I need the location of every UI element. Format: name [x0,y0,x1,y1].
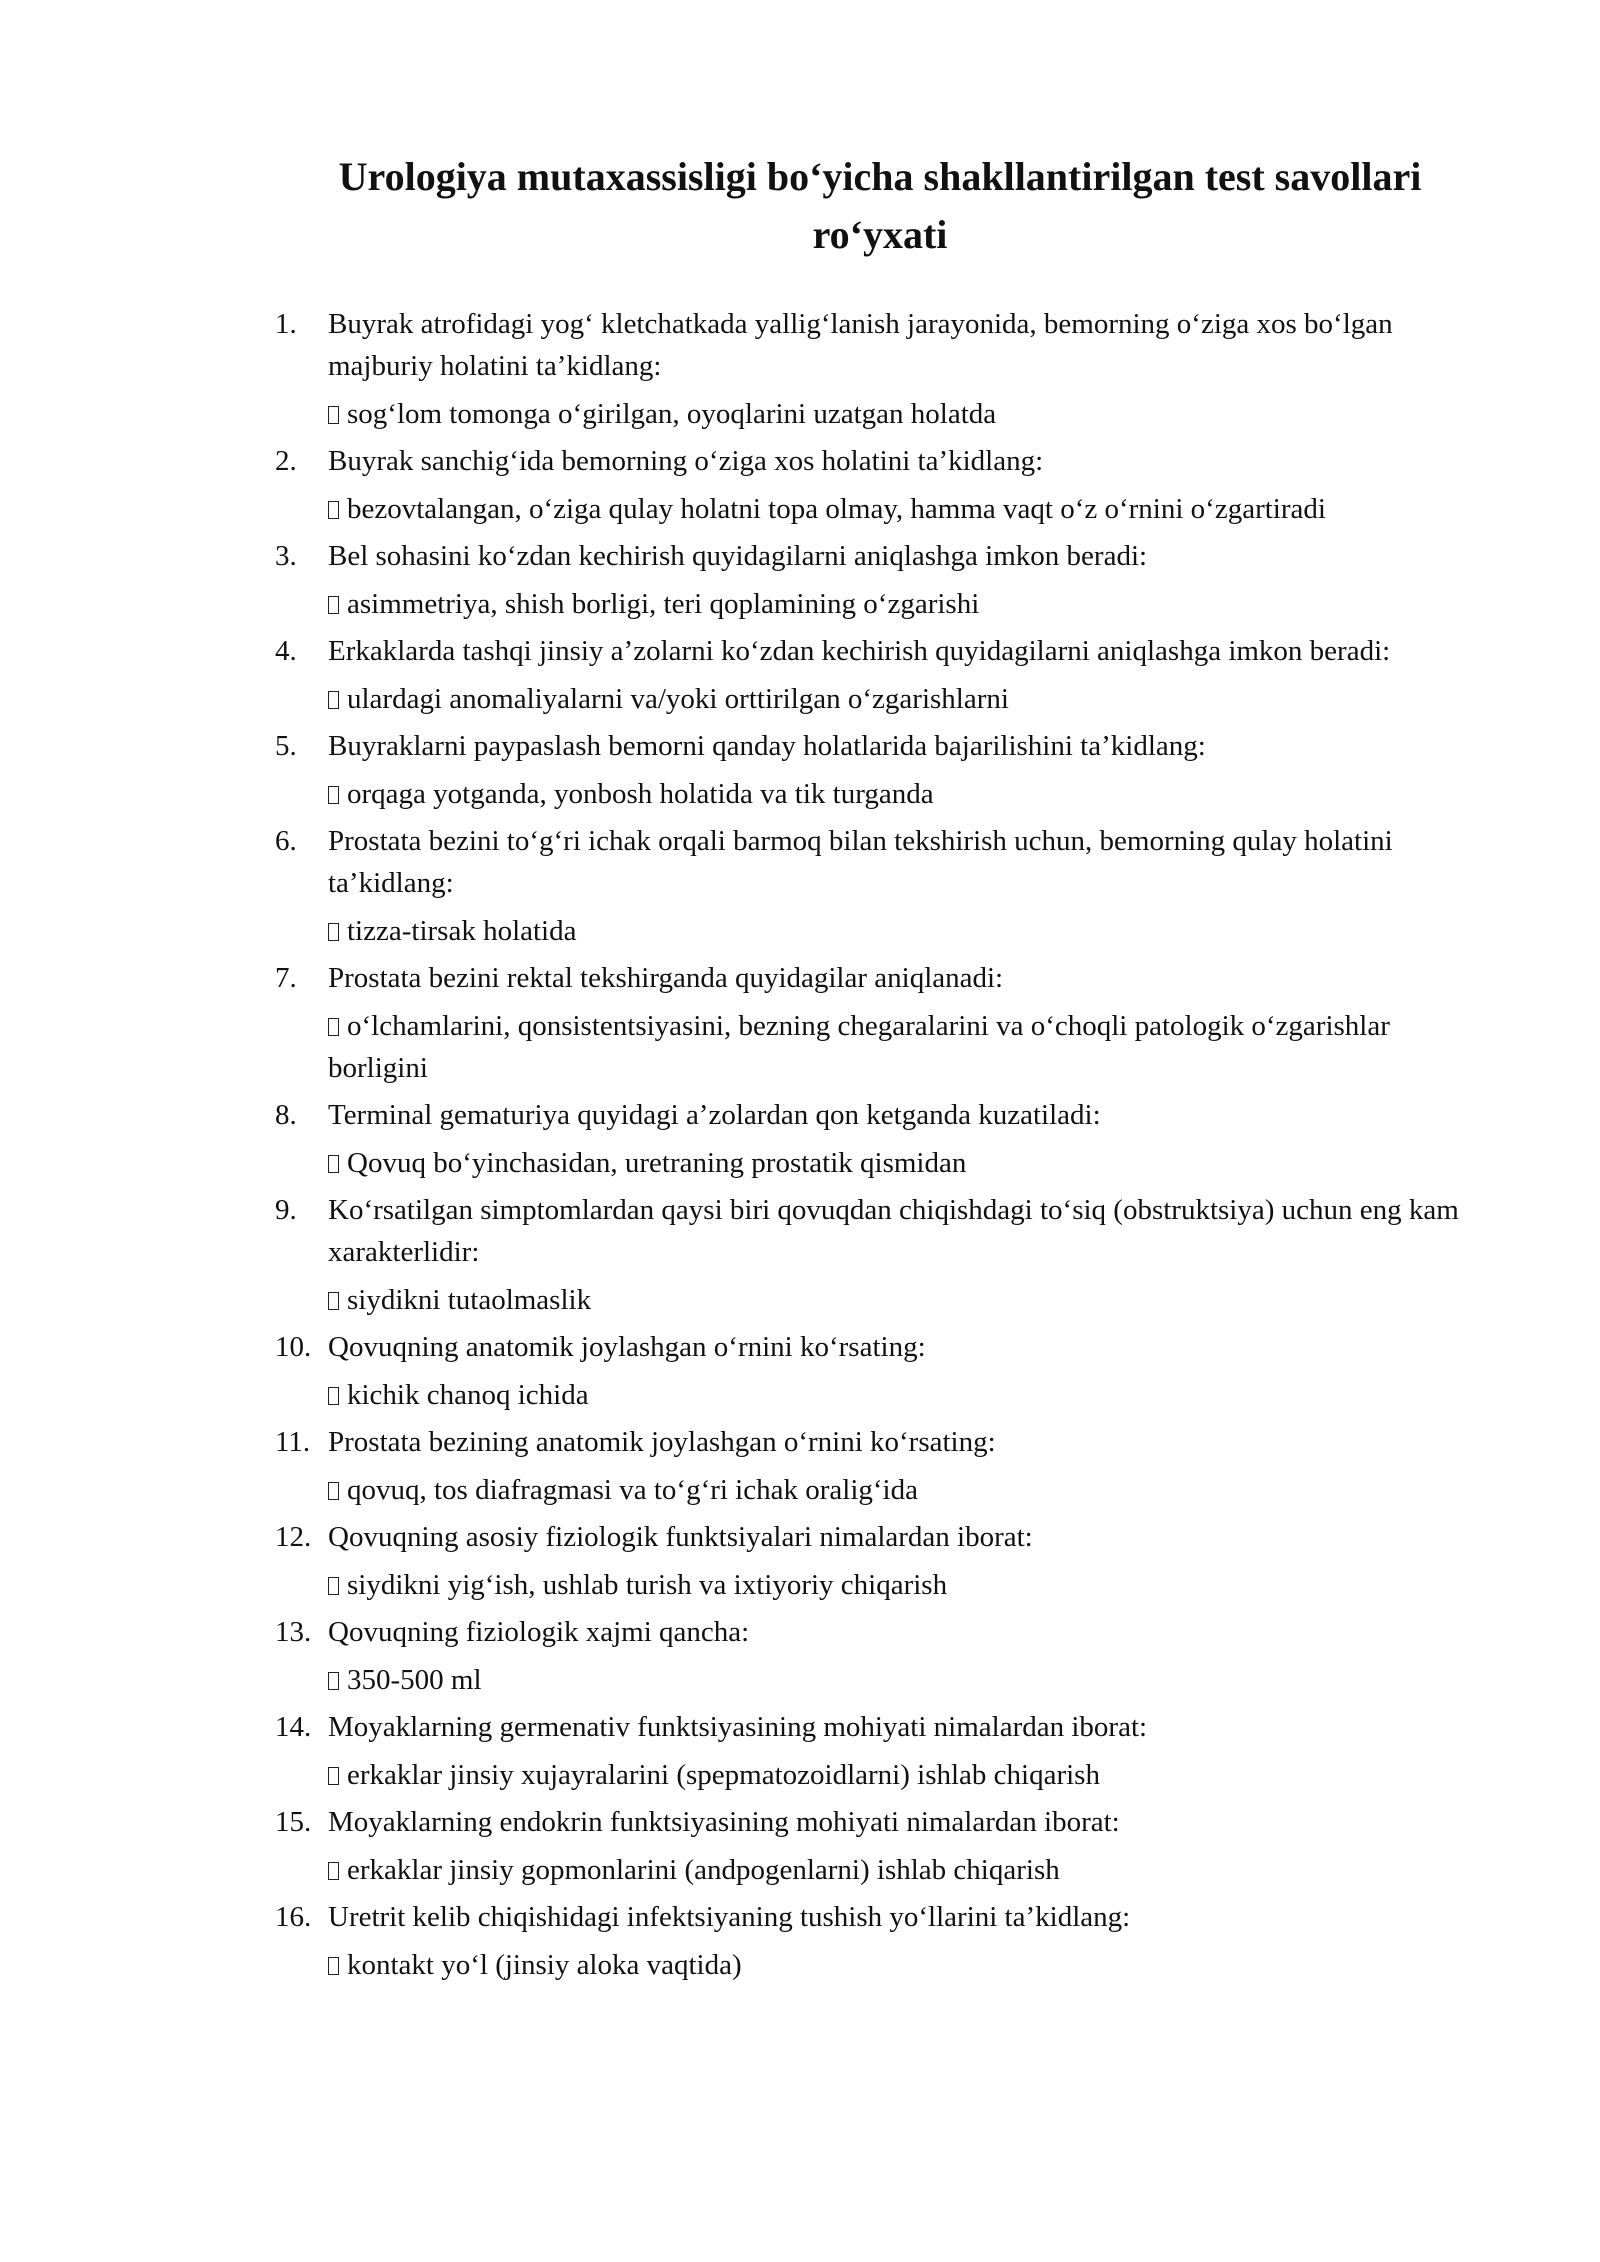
answer-text: Qovuq bo‘yinchasidan, uretraning prostatik qismidan [347,1147,967,1179]
missing-glyph-box-icon [328,923,339,941]
question-number: 5. [275,730,297,762]
question-number: 9. [275,1194,297,1226]
list-item [275,820,1485,952]
answer-line [328,1659,1485,1701]
answer-line [328,1754,1485,1796]
answer-line [328,1279,1485,1321]
missing-glyph-box-icon [328,596,339,614]
question-number: 13. [275,1616,312,1648]
question-text: Uretrit kelib chiqishidagi infektsiyaning tushish yo‘llarini ta’kidlang: [328,1901,1131,1933]
answer-text: kontakt yo‘l (jinsiy aloka vaqtida) [347,1949,742,1981]
answer-line [328,1849,1485,1891]
question-number: 10. [275,1331,312,1363]
answer-text: ulardagi anomaliyalarni va/yoki orttirilgan o‘zgarishlarni [347,683,1009,715]
question-text: Bel sohasini ko‘zdan kechirish quyidagilarni aniqlashga imkon beradi: [328,540,1148,572]
missing-glyph-box-icon [328,1292,339,1310]
missing-glyph-box-icon [328,1018,339,1036]
answer-text: erkaklar jinsiy gopmonlarini (andpogenlarni) ishlab chiqarish [347,1854,1060,1886]
question-number: 15. [275,1806,312,1838]
question-text: Buyrak sanchig‘ida bemorning o‘ziga xos holatini ta’kidlang: [328,445,1044,477]
answer-line [328,583,1485,625]
answer-text: orqaga yotganda, yonbosh holatida va tik turganda [347,778,934,810]
question-text: Prostata bezini rektal tekshirganda quyidagilar aniqlanadi: [328,962,1004,994]
list-item [275,1189,1485,1321]
list-item [275,957,1485,1089]
question-text: Terminal gematuriya quyidagi a’zolardan qon ketganda kuzatiladi: [328,1099,1101,1131]
list-item [275,1421,1485,1511]
list-item [275,535,1485,625]
answer-line [328,1005,1485,1089]
list-item [275,303,1485,435]
question-number: 3. [275,540,297,572]
question-number: 11. [275,1426,311,1458]
question-text: Ko‘rsatilgan simptomlardan qaysi biri qovuqdan chiqishdagi to‘siq (obstruktsiya) uchun eng kam xarakterlidir: [328,1194,1459,1268]
page-title: Urologiya mutaxassisligi bo‘yicha shakllantirilgan test savollari ro‘yxati [338,154,1422,257]
question-number: 2. [275,445,297,477]
answer-text: asimmetriya, shish borligi, teri qoplamining o‘zgarishi [347,588,980,620]
answer-line [328,910,1485,952]
answer-line [328,393,1485,435]
answer-line [328,1944,1485,1986]
question-text: Buyrak atrofidagi yog‘ kletchatkada yallig‘lanish jarayonida, bemorning o‘ziga xos bo‘lgan majburiy holatini ta’kidlang: [328,308,1393,382]
answer-line [328,1374,1485,1416]
missing-glyph-box-icon [328,501,339,519]
question-number: 6. [275,825,297,857]
list-item [275,1706,1485,1796]
missing-glyph-box-icon [328,691,339,709]
list-item [275,1094,1485,1184]
question-number: 1. [275,308,297,340]
list-item [275,630,1485,720]
list-item [275,1611,1485,1701]
question-number: 7. [275,962,297,994]
question-number: 12. [275,1521,312,1553]
question-text: Prostata bezini to‘g‘ri ichak orqali barmoq bilan tekshirish uchun, bemorning qulay holatini ta’kidlang: [328,825,1393,899]
answer-line [328,773,1485,815]
question-list [275,303,1485,1991]
question-text: Qovuqning asosiy fiziologik funktsiyalari nimalardan iborat: [328,1521,1033,1553]
answer-text: siydikni yig‘ish, ushlab turish va ixtiyoriy chiqarish [347,1569,948,1601]
missing-glyph-box-icon [328,1672,339,1690]
question-number: 16. [275,1901,312,1933]
list-item [275,1896,1485,1986]
answer-text: sog‘lom tomonga o‘girilgan, oyoqlarini uzatgan holatda [347,398,997,430]
list-item [275,440,1485,530]
missing-glyph-box-icon [328,786,339,804]
question-text: Erkaklarda tashqi jinsiy a’zolarni ko‘zdan kechirish quyidagilarni aniqlashga imkon beradi: [328,635,1391,667]
missing-glyph-box-icon [328,406,339,424]
answer-text: tizza-tirsak holatida [347,915,577,947]
missing-glyph-box-icon [328,1387,339,1405]
question-number: 8. [275,1099,297,1131]
question-text: Buyraklarni paypaslash bemorni qanday holatlarida bajarilishini ta’kidlang: [328,730,1206,762]
question-text: Moyaklarning endokrin funktsiyasining mohiyati nimalardan iborat: [328,1806,1120,1838]
answer-line [328,1564,1485,1606]
answer-text: 350-500 ml [347,1664,482,1696]
answer-line [328,1469,1485,1511]
question-text: Qovuqning anatomik joylashgan o‘rnini ko‘rsating: [328,1331,926,1363]
answer-text: qovuq, tos diafragmasi va to‘g‘ri ichak oralig‘ida [347,1474,918,1506]
answer-line [328,488,1485,530]
question-text: Qovuqning fiziologik xajmi qancha: [328,1616,750,1648]
answer-text: o‘lchamlarini, qonsistentsiyasini, bezning chegaralarini va o‘choqli patologik o‘zgarishlar borligini [328,1010,1390,1084]
answer-line [328,678,1485,720]
answer-text: erkaklar jinsiy xujayralarini (spepmatozoidlarni) ishlab chiqarish [347,1759,1100,1791]
missing-glyph-box-icon [328,1577,339,1595]
question-text: Moyaklarning germenativ funktsiyasining mohiyati nimalardan iborat: [328,1711,1148,1743]
answer-line [328,1142,1485,1184]
question-number: 14. [275,1711,312,1743]
question-text: Prostata bezining anatomik joylashgan o‘rnini ko‘rsating: [328,1426,996,1458]
question-number: 4. [275,635,297,667]
missing-glyph-box-icon [328,1155,339,1173]
list-item [275,1326,1485,1416]
missing-glyph-box-icon [328,1862,339,1880]
list-item [275,1516,1485,1606]
list-item [275,1801,1485,1891]
missing-glyph-box-icon [328,1957,339,1975]
answer-text: kichik chanoq ichida [347,1379,589,1411]
answer-text: siydikni tutaolmaslik [347,1284,592,1316]
answer-text: bezovtalangan, o‘ziga qulay holatni topa olmay, hamma vaqt o‘z o‘rnini o‘zgartiradi [347,493,1326,525]
missing-glyph-box-icon [328,1482,339,1500]
list-item [275,725,1485,815]
missing-glyph-box-icon [328,1767,339,1785]
